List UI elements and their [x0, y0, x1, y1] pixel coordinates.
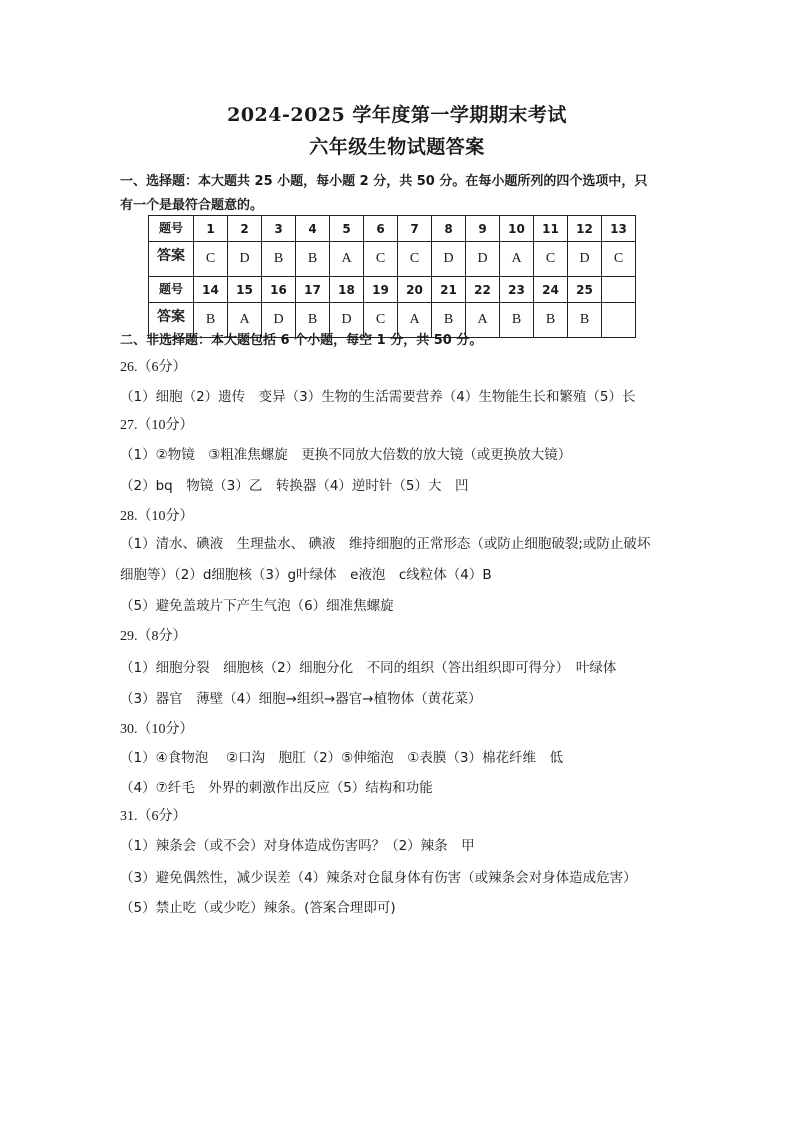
answer-table [148, 215, 636, 338]
question-28-answer-line: （5）避免盖玻片下产生气泡（6）细准焦螺旋 [120, 598, 394, 614]
question-number: 17 [296, 277, 330, 303]
section-one-heading-line1: 一、选择题：本大题共 25 小题，每小题 2 分，共 50 分。在每小题所列的四个选项中，只 [120, 174, 648, 189]
question-27-answer-line: （1）②物镜 ③粗准焦螺旋 更换不同放大倍数的放大镜（或更换放大镜） [120, 447, 572, 463]
question-number [602, 277, 636, 303]
question-31-answer-line: （3）避免偶然性，减少误差（4）辣条对仓鼠身体有伤害（或辣条会对身体造成危害） [120, 870, 637, 886]
question-number: 5 [330, 216, 364, 242]
question-28-answer-line: （1）清水、碘液 生理盐水、 碘液 维持细胞的正常形态（或防止细胞破裂;或防止破坏 [120, 536, 651, 552]
question-number: 11 [534, 216, 568, 242]
question-number: 16 [262, 277, 296, 303]
question-number: 1 [194, 216, 228, 242]
answer-cell: B [194, 303, 228, 338]
answer-cell: B [534, 303, 568, 338]
exam-subtitle: 六年级生物试题答案 [309, 136, 485, 158]
answer-label: 答案 [149, 242, 194, 277]
question-number: 21 [432, 277, 466, 303]
question-number: 19 [364, 277, 398, 303]
question-number: 3 [262, 216, 296, 242]
answer-cell: C [194, 242, 228, 277]
question-number: 10 [500, 216, 534, 242]
question-26-answer-line: （1）细胞（2）遗传 变异（3）生物的生活需要营养（4）生物能生长和繁殖（5）长 [120, 389, 636, 405]
table-row-questions-2 [149, 277, 636, 303]
question-27-heading: 27.（10分） [120, 418, 194, 433]
question-number: 13 [602, 216, 636, 242]
question-number-label: 题号 [149, 277, 194, 303]
question-number: 23 [500, 277, 534, 303]
question-number: 7 [398, 216, 432, 242]
question-number: 6 [364, 216, 398, 242]
answer-cell: B [500, 303, 534, 338]
question-number: 20 [398, 277, 432, 303]
answer-cell: D [568, 242, 602, 277]
answer-cell: C [364, 242, 398, 277]
question-31-heading: 31.（6分） [120, 809, 187, 824]
question-number: 2 [228, 216, 262, 242]
question-number: 25 [568, 277, 602, 303]
question-29-answer-line: （3）器官 薄壁（4）细胞→组织→器官→植物体（黄花菜） [120, 691, 482, 707]
answer-cell: B [296, 242, 330, 277]
question-number-label: 题号 [149, 216, 194, 242]
answer-cell: D [432, 242, 466, 277]
question-number: 14 [194, 277, 228, 303]
answer-cell: A [466, 303, 500, 338]
answer-cell: D [466, 242, 500, 277]
answer-cell: C [364, 303, 398, 338]
question-30-answer-line: （1）④食物泡 ②口沟 胞肛（2）⑤伸缩泡 ①表膜（3）棉花纤维 低 [120, 750, 563, 766]
question-26-heading: 26.（6分） [120, 360, 187, 375]
answer-cell: B [296, 303, 330, 338]
question-number: 12 [568, 216, 602, 242]
answer-label: 答案 [149, 303, 194, 338]
question-29-heading: 29.（8分） [120, 629, 187, 644]
table-row-questions-1 [149, 216, 636, 242]
question-number: 24 [534, 277, 568, 303]
answer-cell: C [602, 242, 636, 277]
answer-cell: A [228, 303, 262, 338]
exam-title: 2024-2025 学年度第一学期期末考试 [227, 104, 567, 126]
answer-cell: C [534, 242, 568, 277]
answer-cell: B [432, 303, 466, 338]
question-number: 22 [466, 277, 500, 303]
question-number: 15 [228, 277, 262, 303]
question-31-answer-line: （1）辣条会（或不会）对身体造成伤害吗？（2）辣条 甲 [120, 838, 475, 854]
question-number: 9 [466, 216, 500, 242]
section-two-heading: 二、非选择题：本大题包括 6 个小题，每空 1 分，共 50 分。 [120, 333, 483, 348]
question-27-answer-line: （2）bq 物镜（3）乙 转换器（4）逆时针（5）大 凹 [120, 478, 469, 494]
question-number: 18 [330, 277, 364, 303]
answer-cell: D [228, 242, 262, 277]
answer-cell: A [330, 242, 364, 277]
answer-cell: A [398, 303, 432, 338]
answer-cell: D [262, 303, 296, 338]
question-28-answer-line: 细胞等）（2）d细胞核（3）g叶绿体 e液泡 c线粒体（4）B [120, 567, 492, 583]
question-number: 8 [432, 216, 466, 242]
answer-cell: C [398, 242, 432, 277]
question-28-heading: 28.（10分） [120, 509, 194, 524]
answer-cell: A [500, 242, 534, 277]
question-30-heading: 30.（10分） [120, 722, 194, 737]
answer-cell: B [568, 303, 602, 338]
answer-cell: B [262, 242, 296, 277]
answer-cell: D [330, 303, 364, 338]
question-30-answer-line: （4）⑦纤毛 外界的刺激作出反应（5）结构和功能 [120, 780, 433, 796]
section-one-heading [120, 170, 680, 218]
section-one-heading-line2: 有一个是最符合题意的。 [120, 198, 264, 213]
question-29-answer-line: （1）细胞分裂 细胞核（2）细胞分化 不同的组织（答出组织即可得分） 叶绿体 [120, 660, 617, 676]
table-row-answers-1 [149, 242, 636, 277]
question-31-answer-line: （5）禁止吃（或少吃）辣条。(答案合理即可) [120, 900, 396, 916]
question-number: 4 [296, 216, 330, 242]
